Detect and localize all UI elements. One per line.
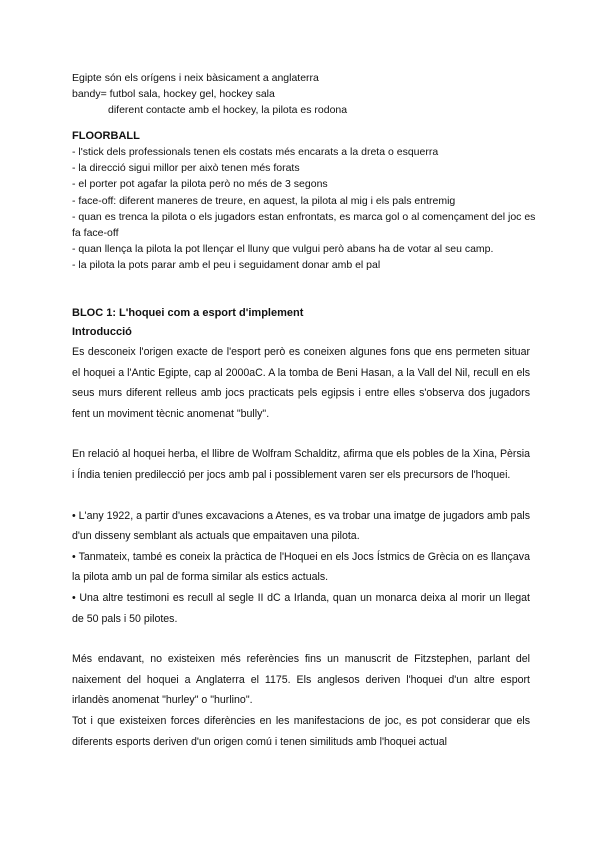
floorball-heading: FLOORBALL: [72, 130, 140, 142]
paragraph: En relació al hoquei herba, el llibre de Wolfram Schalditz, afirma que els pobles de la Xina, Pèrsia i Índia tenien predilecció per jocs amb pal i possiblement varen ser els precursors de l'hoquei.: [72, 448, 530, 481]
spacer: [72, 424, 530, 444]
spacer: [72, 629, 530, 649]
note-line: diferent contacte amb el hockey, la pilota es rodona: [108, 104, 348, 116]
floorball-section: [72, 128, 542, 274]
list-item: - el porter pot agafar la pilota però no més de 3 segons: [72, 178, 328, 191]
list-item: - la pilota la pots parar amb el peu i seguidament donar amb el pal: [72, 259, 381, 272]
list-item: - quan llença la pilota la pot llençar el lluny que vulgui però abans ha de votar al seu camp.: [72, 243, 494, 256]
list-item: - face-off: diferent maneres de treure, en aquest, la pilota al mig i els pals entremig: [72, 194, 456, 207]
bullet-item: • L'any 1922, a partir d'unes excavacions a Atenes, es va trobar una imatge de jugadors amb pals d'un disseny semblant als actuals que empaitaven una pilota.: [72, 509, 530, 543]
bullet-item: • Tanmateix, també es coneix la pràctica de l'Hoquei en els Jocs Ístmics de Grècia on es llançava la pilota amb un pal de forma similar als estics actuals.: [72, 550, 530, 584]
bloc-1-section: [72, 304, 530, 752]
bloc-heading: BLOC 1: L'hoquei com a esport d'implement: [72, 307, 304, 319]
note-line: bandy= futbol sala, hockey gel, hockey sala: [72, 88, 275, 100]
intro-subheading: Introducció: [72, 326, 132, 338]
list-item: - la direcció sigui millor per això tenen més forats: [72, 162, 300, 175]
paragraph: Més endavant, no existeixen més referències fins un manuscrit de Fitzstephen, parlant del naixement del hoquei a Anglaterra el 1175. Els anglesos deriven l'hoquei d'un altre esport irlandès anomenat "hurley" o "hurlino".: [72, 653, 530, 707]
note-line: Egipte són els orígens i neix bàsicament a anglaterra: [72, 72, 319, 84]
paragraph: Tot i que existeixen forces diferències en les manifestacions de joc, es pot considerar que els diferents esports deriven d'un origen comú i tenen similituds amb l'hoquei actual: [72, 714, 530, 748]
spacer: [72, 486, 530, 506]
intro-notes: [72, 70, 542, 118]
bullet-item: • Una altre testimoni es recull al segle II dC a Irlanda, quan un monarca deixa al morir un llegat de 50 pals i 50 pilotes.: [72, 591, 530, 625]
list-item: - quan es trenca la pilota o els jugadors estan enfrontats, es marca gol o al començament del joc es fa face-off: [72, 210, 536, 240]
paragraph: Es desconeix l'origen exacte de l'esport però es coneixen algunes fons que ens permeten situar el hoquei a l'Antic Egipte, cap al 2000aC. A la tomba de Beni Hasan, a la Vall del Nil, recull en els seus murs diferent relleus amb jocs practicats pels egipsis i entre elles s'observa dos jugadors fent un moviment tècnic anomenat "bully".: [72, 346, 530, 420]
list-item: - l'stick dels professionals tenen els costats més encarats a la dreta o esquerra: [72, 146, 439, 158]
